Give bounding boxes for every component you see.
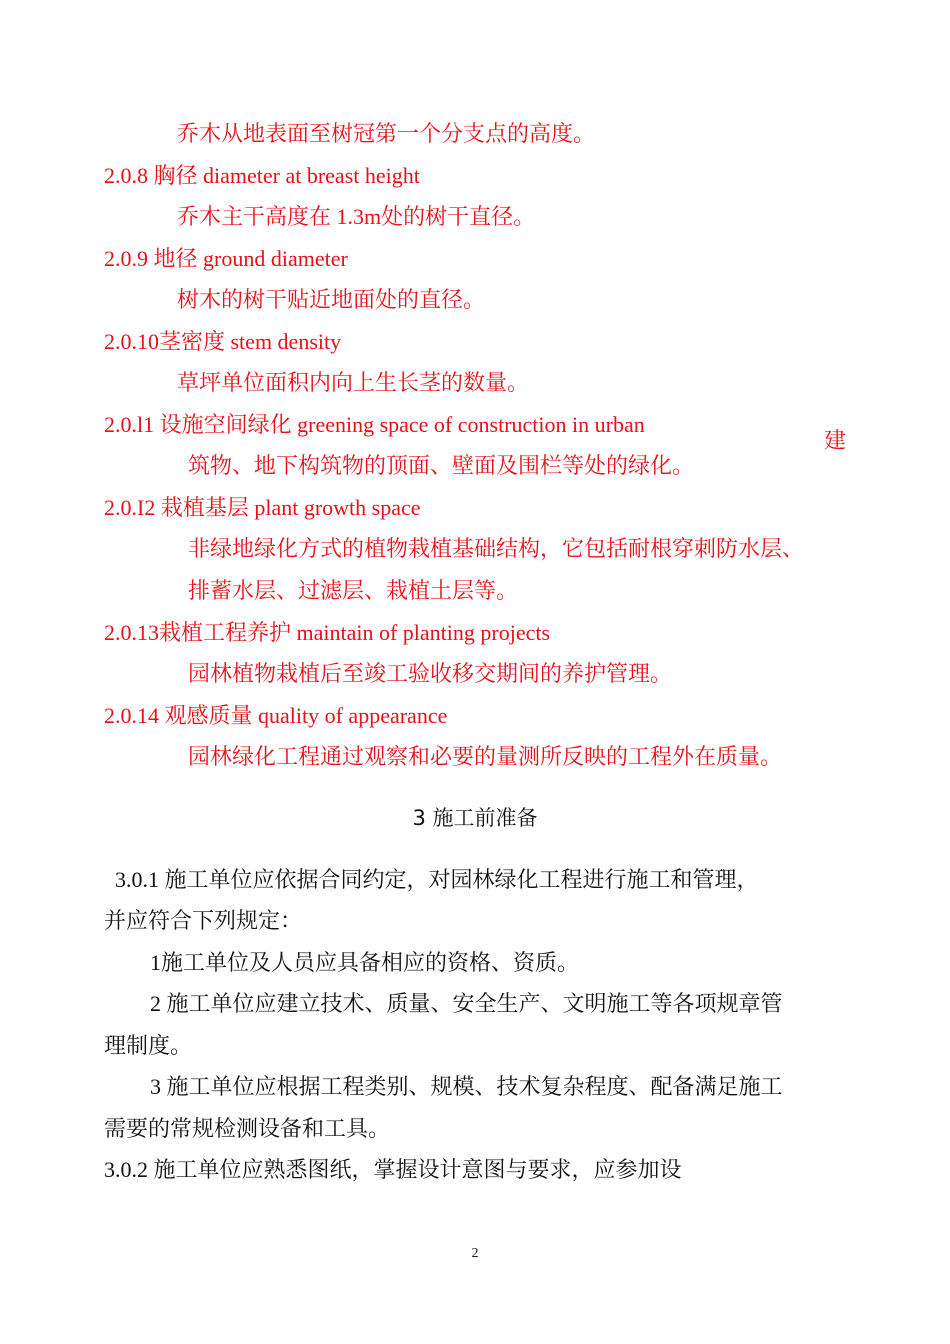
term-definition: 树木的树干贴近地面处的直径。 bbox=[177, 287, 486, 312]
term-definition: 筑物、地下构筑物的顶面、壁面及围栏等处的绿化。 bbox=[188, 453, 695, 478]
term-definition: 园林植物栽植后至竣工验收移交期间的养护管理。 bbox=[188, 661, 673, 686]
term-definition: 非绿地绿化方式的植物栽植基础结构，它包括耐根穿刺防水层、 bbox=[188, 536, 805, 561]
term-overflow-char: 建 bbox=[824, 428, 847, 453]
term-definition: 乔木主干高度在 1.3m处的树干直径。 bbox=[177, 204, 536, 229]
term-definition: 草坪单位面积内向上生长茎的数量。 bbox=[177, 370, 530, 395]
term-title: 2.0.I2 栽植基层 plant growth space bbox=[104, 495, 421, 520]
clause-item: 3 施工单位应根据工程类别、规模、技术复杂程度、配备满足施工 bbox=[150, 1074, 783, 1099]
term-title: 2.0.l1 设施空间绿化 greening space of construction in urban bbox=[104, 412, 645, 437]
clause-item: 1施工单位及人员应具备相应的资格、资质。 bbox=[150, 950, 580, 975]
clause-item: 2 施工单位应建立技术、质量、安全生产、文明施工等各项规章管 bbox=[150, 991, 783, 1016]
clause-item: 需要的常规检测设备和工具。 bbox=[104, 1116, 391, 1141]
term-definition: 园林绿化工程通过观察和必要的量测所反映的工程外在质量。 bbox=[188, 744, 783, 769]
clause-item: 理制度。 bbox=[104, 1033, 193, 1058]
clause-text: 3.0.1 施工单位应依据合同约定，对园林绿化工程进行施工和管理， bbox=[115, 867, 759, 892]
page-number: 2 bbox=[471, 1246, 479, 1261]
term-title: 2.0.9 地径 ground diameter bbox=[104, 246, 348, 271]
term-definition: 乔木从地表面至树冠第一个分支点的高度。 bbox=[177, 121, 596, 146]
term-definition: 排蓄水层、过滤层、栽植土层等。 bbox=[188, 578, 519, 603]
term-title: 2.0.14 观感质量 quality of appearance bbox=[104, 703, 448, 728]
term-title: 2.0.8 胸径 diameter at breast height bbox=[104, 163, 420, 188]
clause-text: 3.0.2 施工单位应熟悉图纸，掌握设计意图与要求，应参加设 bbox=[104, 1157, 682, 1182]
term-title: 2.0.13栽植工程养护 maintain of planting projects bbox=[104, 620, 551, 645]
section-heading: 3 施工前准备 bbox=[412, 806, 538, 830]
term-title: 2.0.10茎密度 stem density bbox=[104, 329, 342, 354]
clause-text: 并应符合下列规定： bbox=[104, 908, 303, 933]
